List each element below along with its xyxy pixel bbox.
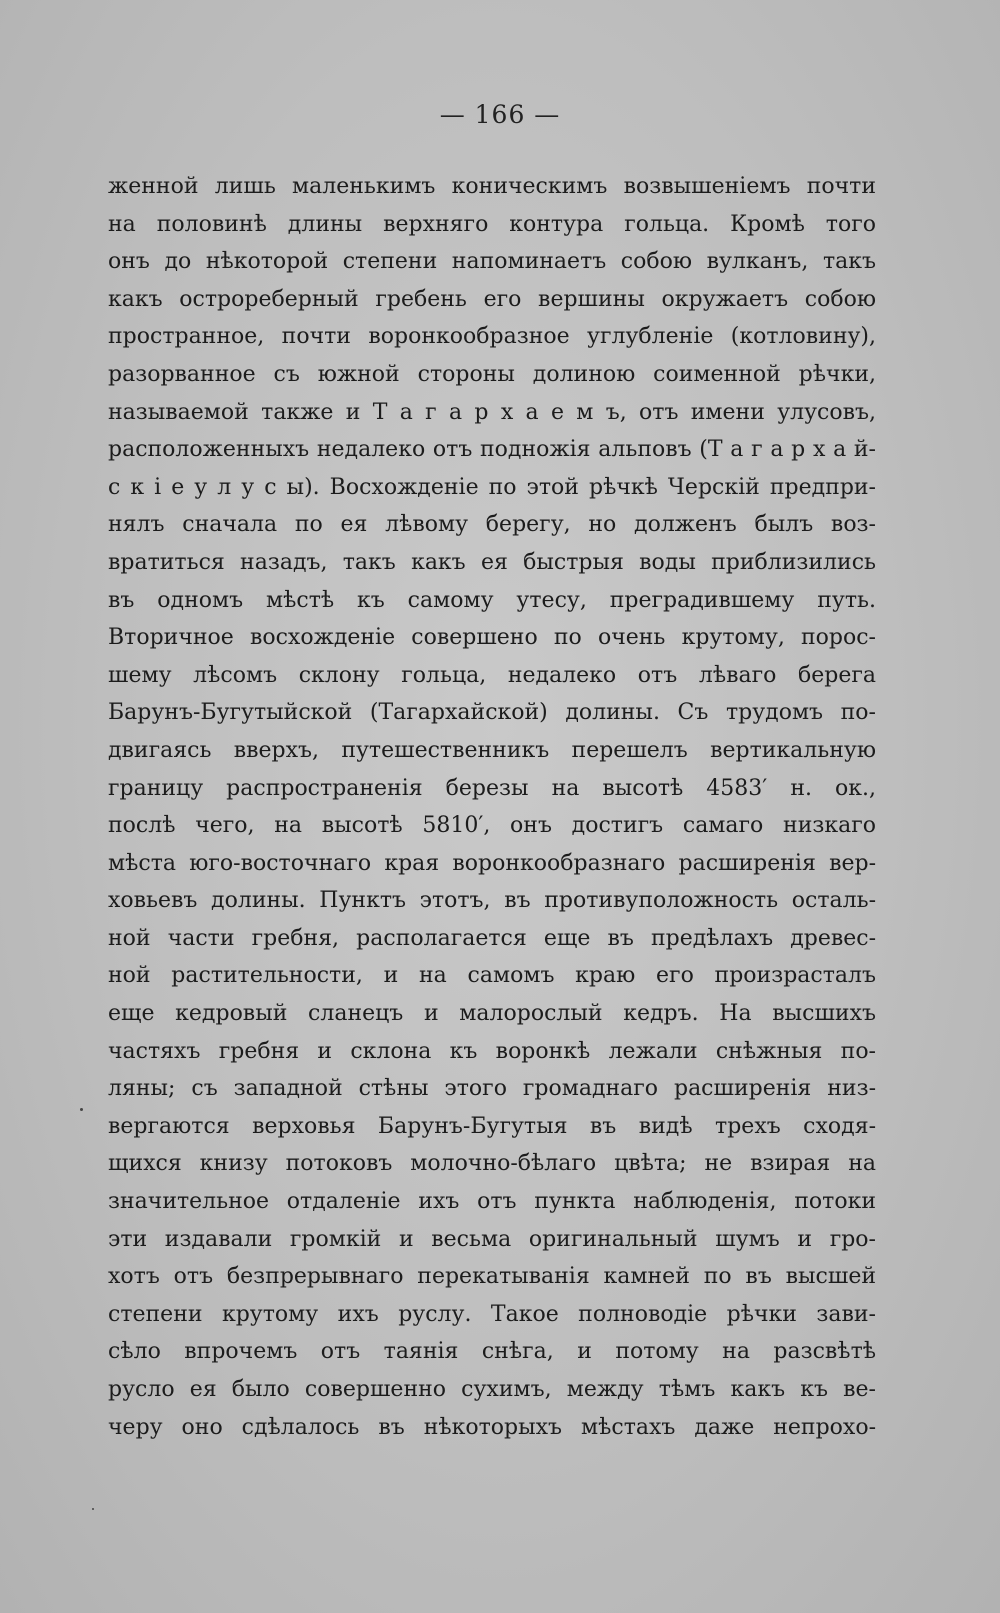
- text-line: мѣста юго-восточнаго края воронкообразнаго расширенія вер-: [108, 850, 876, 876]
- text-line: расположенныхъ недалеко отъ подножія альповъ (Т а г а р х а й-: [108, 437, 876, 463]
- text-line: вергаются верховья Барунъ-Бугутыя въ видѣ трехъ сходя-: [108, 1113, 876, 1139]
- text-line: пространное, почти воронкообразное углубленіе (котловину),: [108, 324, 876, 350]
- text-line: с к і е у л у с ы). Восхожденіе по этой рѣчкѣ Черскій предпри-: [108, 474, 876, 500]
- text-line: границу распространенія березы на высотѣ 4583′ н. ок.,: [108, 775, 876, 801]
- text-line: послѣ чего, на высотѣ 5810′, онъ достигъ самаго низкаго: [108, 813, 876, 839]
- text-line: черу оно сдѣлалось въ нѣкоторыхъ мѣстахъ даже непрохо-: [108, 1414, 876, 1440]
- text-line: эти издавали громкій и весьма оригинальный шумъ и гро-: [108, 1226, 876, 1252]
- text-line: въ одномъ мѣстѣ къ самому утесу, преградившему путь.: [108, 587, 876, 613]
- text-line: значительное отдаленіе ихъ отъ пункта наблюденія, потоки: [108, 1189, 876, 1215]
- page-number: — 166 —: [439, 100, 561, 129]
- text-line: шему лѣсомъ склону гольца, недалеко отъ лѣваго берега: [108, 662, 876, 688]
- text-line: вратиться назадъ, такъ какъ ея быстрыя воды приблизились: [108, 549, 876, 575]
- text-line: Барунъ-Бугутыйской (Тагархайской) долины. Съ трудомъ по-: [108, 700, 876, 726]
- text-line: русло ея было совершенно сухимъ, между тѣмъ какъ къ ве-: [108, 1377, 876, 1402]
- body-text: [108, 168, 876, 1446]
- text-line: ной растительности, и на самомъ краю его произрасталъ: [108, 963, 876, 989]
- text-line: хотъ отъ безпрерывнаго перекатыванія камней по въ высшей: [108, 1264, 876, 1290]
- text-line: частяхъ гребня и склона къ воронкѣ лежали снѣжныя по-: [108, 1038, 876, 1064]
- text-line: щихся книзу потоковъ молочно-бѣлаго цвѣта; не взирая на: [108, 1151, 876, 1177]
- text-line: какъ острореберный гребень его вершины окружаетъ собою: [108, 286, 876, 312]
- paper-speck: [80, 1108, 83, 1111]
- text-line: называемой также и Т а г а р х а е м ъ, отъ имени улусовъ,: [108, 399, 876, 425]
- text-line: ляны; съ западной стѣны этого громаднаго расширенія низ-: [108, 1076, 876, 1102]
- text-line: разорванное съ южной стороны долиною соименной рѣчки,: [108, 361, 876, 387]
- text-line: онъ до нѣкоторой степени напоминаетъ собою вулканъ, такъ: [108, 249, 876, 275]
- text-line: нялъ сначала по ея лѣвому берегу, но долженъ былъ воз-: [108, 512, 876, 538]
- text-line: ной части гребня, располагается еще въ предѣлахъ древес-: [108, 925, 876, 951]
- paper-speck: [92, 1508, 94, 1510]
- text-line: сѣло впрочемъ отъ таянія снѣга, и потому на разсвѣтѣ: [108, 1339, 876, 1365]
- text-line: на половинѣ длины верхняго контура гольца. Кромѣ того: [108, 211, 876, 237]
- text-line: еще кедровый сланецъ и малорослый кедръ. На высшихъ: [108, 1001, 876, 1027]
- text-line: двигаясь вверхъ, путешественникъ перешелъ вертикальную: [108, 737, 876, 763]
- text-line: женной лишь маленькимъ коническимъ возвышеніемъ почти: [108, 174, 876, 199]
- text-line: Вторичное восхожденіе совершено по очень крутому, порос-: [108, 625, 876, 651]
- text-line: степени крутому ихъ руслу. Такое полноводіе рѣчки зави-: [108, 1301, 876, 1327]
- text-line: ховьевъ долины. Пунктъ этотъ, въ противуположность осталь-: [108, 888, 876, 914]
